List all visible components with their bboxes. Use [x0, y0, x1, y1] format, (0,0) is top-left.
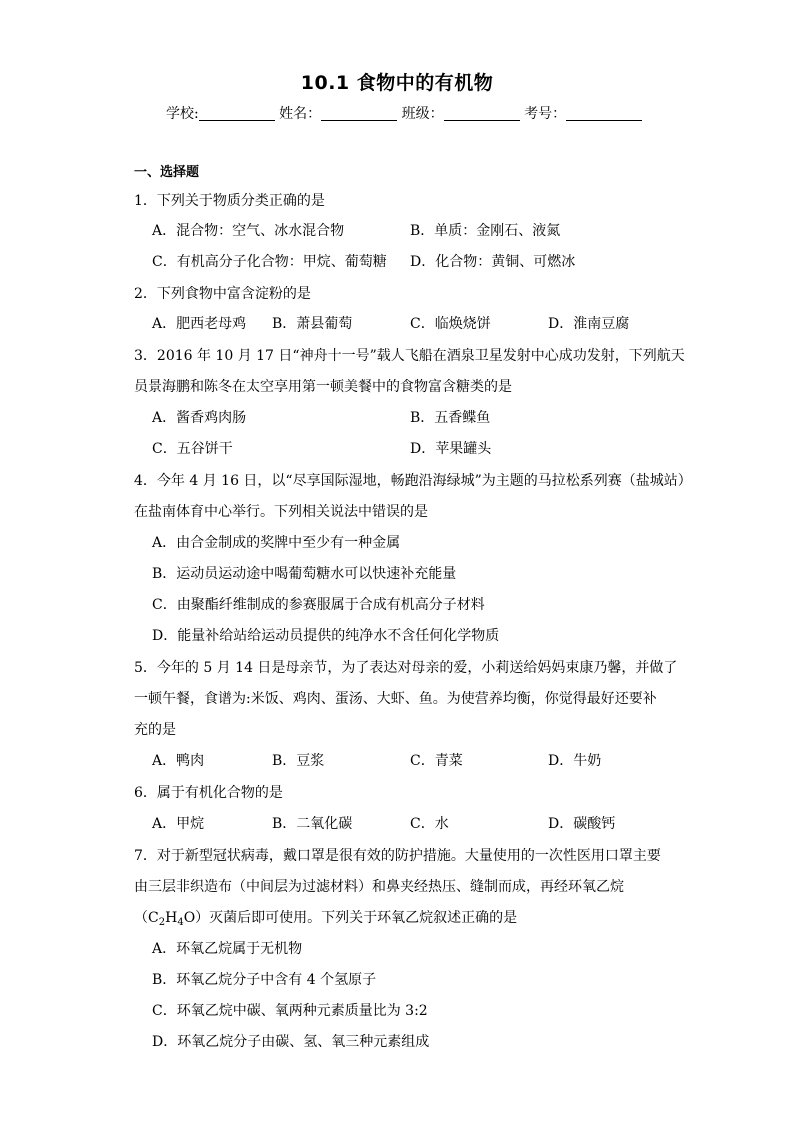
formula-subscript: 4	[177, 917, 184, 928]
q2-option-c[interactable]: C．临焕烧饼	[410, 316, 491, 332]
q1-option-a[interactable]: A．混合物：空气、冰水混合物	[152, 223, 345, 239]
q1-option-c[interactable]: C．有机高分子化合物：甲烷、葡萄糖	[152, 254, 387, 270]
q6-option-d[interactable]: D．碳酸钙	[548, 816, 616, 832]
q4-option-a[interactable]: A．由合金制成的奖牌中至少有一种金属	[152, 535, 401, 551]
q2-option-b[interactable]: B．萧县葡萄	[272, 316, 353, 332]
q4-option-b[interactable]: B．运动员运动途中喝葡萄糖水可以快速补充能量	[152, 566, 457, 582]
name-label: 姓名：	[279, 106, 322, 122]
q5-option-a[interactable]: A．鸭肉	[152, 753, 205, 769]
q1-option-d[interactable]: D．化合物：黄铜、可燃冰	[410, 254, 576, 270]
page-title: 10.1 食物中的有机物	[300, 72, 494, 94]
q7-stem-line2: 由三层非织造布（中间层为过滤材料）和鼻夹经热压、缝制而成，再经环氧乙烷	[134, 879, 624, 895]
q4-option-c[interactable]: C．由聚酯纤维制成的参赛服属于合成有机高分子材料	[152, 597, 485, 613]
exam-no-label: 考号：	[524, 106, 567, 122]
q7-option-d[interactable]: D．环氧乙烷分子由碳、氢、氧三种元素组成	[152, 1034, 430, 1050]
q5-option-d[interactable]: D．牛奶	[548, 753, 602, 769]
school-blank[interactable]	[199, 106, 275, 121]
student-info-line	[166, 103, 642, 123]
section-heading: 一、选择题	[134, 165, 200, 180]
class-label: 班级：	[401, 106, 444, 122]
formula-subscript: 2	[158, 917, 166, 928]
q5-stem-line1: 5．今年的 5 月 14 日是母亲节，为了表达对母亲的爱，小莉送给妈妈束康乃馨，并做了	[134, 660, 678, 676]
formula-hydrogen: H	[165, 910, 178, 926]
q4-stem-line2: 在盐南体育中心举行。下列相关说法中错误的是	[134, 504, 428, 520]
q5-option-c[interactable]: C．青菜	[410, 753, 463, 769]
q3-stem-line1: 3．2016 年 10 月 17 日“神舟十一号”载人飞船在酒泉卫星发射中心成功发射，下列航天	[134, 348, 685, 364]
school-label: 学校:	[166, 106, 199, 122]
q4-stem-line1: 4．今年 4 月 16 日，以“尽享国际湿地，畅跑沿海绿城”为主题的马拉松系列赛（盐城站）	[134, 473, 692, 489]
q3-option-b[interactable]: B．五香鲽鱼	[410, 410, 491, 426]
q7-stem-line3	[134, 909, 517, 932]
q7-option-c[interactable]: C．环氧乙烷中碳、氧两种元素质量比为 3:2	[152, 1003, 428, 1019]
q2-stem: 2．下列食物中富含淀粉的是	[134, 286, 311, 302]
q5-option-b[interactable]: B．豆浆	[272, 753, 325, 769]
q7-stem-line1: 7．对于新型冠状病毒，戴口罩是很有效的防护措施。大量使用的一次性医用口罩主要	[134, 848, 661, 864]
q6-stem: 6．属于有机化合物的是	[134, 785, 283, 801]
q6-option-a[interactable]: A．甲烷	[152, 816, 205, 832]
q2-option-a[interactable]: A．肥西老母鸡	[152, 316, 247, 332]
q3-stem-line2: 员景海鹏和陈冬在太空享用第一顿美餐中的食物富含糖类的是	[134, 379, 512, 395]
name-blank[interactable]	[321, 106, 397, 121]
exam-no-blank[interactable]	[566, 106, 642, 121]
class-blank[interactable]	[444, 106, 520, 121]
q6-option-c[interactable]: C．水	[410, 816, 449, 832]
q3-option-a[interactable]: A．酱香鸡肉肠	[152, 410, 247, 426]
q7-option-a[interactable]: A．环氧乙烷属于无机物	[152, 941, 303, 957]
q3-option-c[interactable]: C．五谷饼干	[152, 441, 233, 457]
q2-option-d[interactable]: D．淮南豆腐	[548, 316, 630, 332]
q6-option-b[interactable]: B．二氧化碳	[272, 816, 353, 832]
q3-option-d[interactable]: D．苹果罐头	[410, 441, 492, 457]
q1-option-b[interactable]: B．单质：金刚石、液氮	[410, 223, 561, 239]
q4-option-d[interactable]: D．能量补给站给运动员提供的纯净水不含任何化学物质	[152, 628, 500, 644]
formula-open: （C	[134, 910, 159, 926]
formula-rest: O）灭菌后即可使用。下列关于环氧乙烷叙述正确的是	[183, 910, 518, 926]
q7-option-b[interactable]: B．环氧乙烷分子中含有 4 个氢原子	[152, 972, 377, 988]
q1-stem: 1．下列关于物质分类正确的是	[134, 193, 325, 209]
q5-stem-line2: 一顿午餐，食谱为:米饭、鸡肉、蛋汤、大虾、鱼。为使营养均衡，你觉得最好还要补	[134, 691, 657, 707]
q5-stem-line3: 充的是	[134, 722, 176, 738]
